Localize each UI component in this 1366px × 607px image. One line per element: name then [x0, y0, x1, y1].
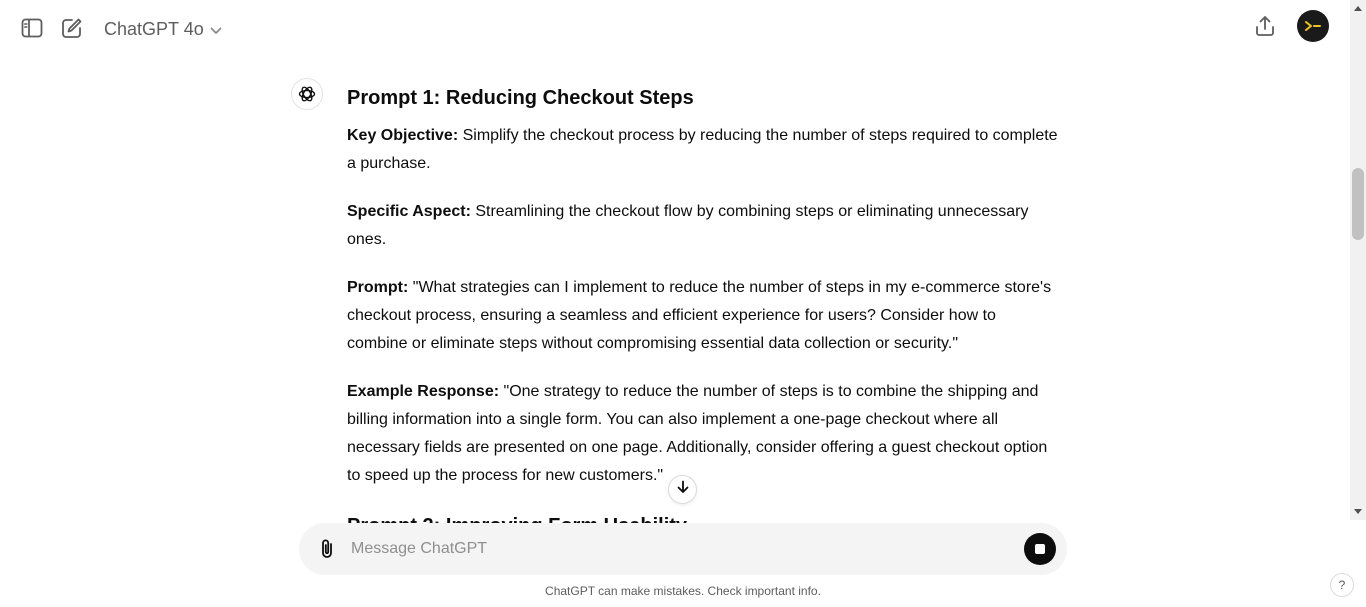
paragraph-label: Key Objective: — [347, 127, 459, 144]
user-avatar[interactable] — [1297, 10, 1329, 42]
paragraph-text: "What strategies can I implement to reduce the number of steps in my e-commerce store's checkout process, ensuring a seamless and efficient experience for users? Consider how to combine or eliminate steps without compromising essential data collection or security." — [347, 279, 1052, 352]
scroll-up-arrow-icon[interactable] — [1350, 0, 1366, 16]
model-selector[interactable] — [104, 16, 222, 42]
sidebar-toggle-icon[interactable] — [18, 14, 46, 42]
message-composer — [299, 523, 1067, 575]
paragraph-text: Simplify the checkout process by reducing the number of steps required to complete a purchase. — [347, 127, 1058, 172]
message-heading: Prompt 1: Reducing Checkout Steps — [347, 87, 694, 109]
message-paragraph — [347, 378, 1059, 490]
stop-icon — [1035, 544, 1045, 554]
paragraph-label: Specific Aspect: — [347, 203, 471, 220]
scroll-down-arrow-icon[interactable] — [1350, 504, 1366, 520]
page-scrollbar[interactable] — [1350, 0, 1366, 520]
attach-icon[interactable] — [315, 537, 339, 561]
message-paragraph — [347, 274, 1059, 358]
share-icon[interactable] — [1251, 12, 1279, 40]
conversation-area — [0, 56, 1350, 520]
disclaimer-text: ChatGPT can make mistakes. Check important info. — [545, 584, 821, 598]
arrow-down-icon — [676, 480, 690, 499]
paragraph-label: Example Response: — [347, 383, 500, 400]
top-bar — [0, 0, 1350, 56]
chevron-down-icon — [210, 19, 222, 40]
message-paragraph — [347, 198, 1059, 254]
help-button[interactable]: ? — [1330, 573, 1354, 597]
paragraph-text: Streamlining the checkout flow by combining steps or eliminating unnecessary ones. — [347, 203, 1029, 248]
assistant-message — [347, 82, 1059, 550]
message-input[interactable] — [349, 535, 1009, 563]
stop-generating-button[interactable] — [1024, 533, 1056, 565]
paragraph-label: Prompt: — [347, 279, 409, 296]
new-chat-icon[interactable] — [58, 14, 86, 42]
scrollbar-thumb[interactable] — [1352, 168, 1364, 240]
paragraph-text: "One strategy to reduce the number of steps is to combine the shipping and billing information into a single form. You can also implement a one-page checkout where all necessary fields are presented on one page. Additionally, consider offering a guest checkout option to speed up the process for new customers." — [347, 383, 1048, 484]
chatgpt-logo-icon — [291, 78, 323, 110]
scroll-to-bottom-button[interactable] — [668, 475, 697, 504]
message-paragraph — [347, 122, 1059, 178]
model-name: ChatGPT 4o — [104, 18, 204, 39]
